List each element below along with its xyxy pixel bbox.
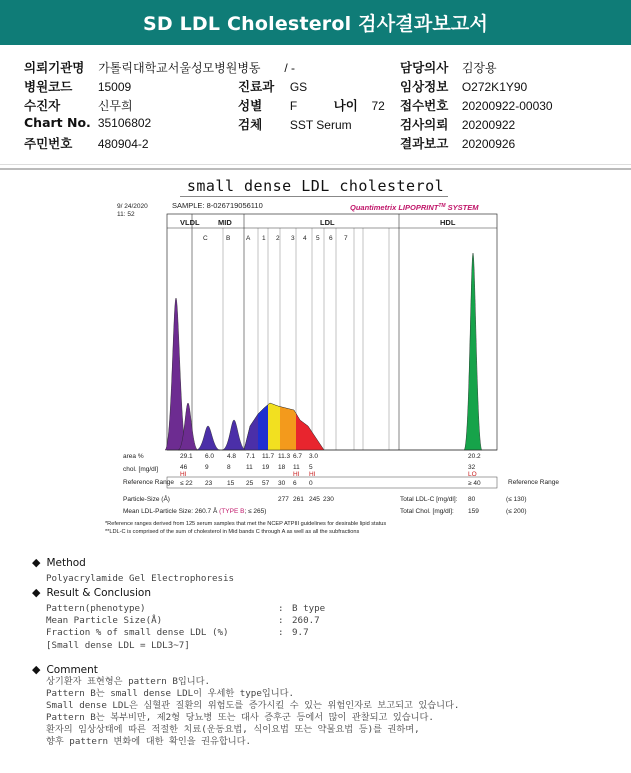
chol-label: chol. [mg/dl]: [123, 466, 159, 473]
patient-row: [24, 96, 133, 114]
area-value: 20.2: [468, 453, 481, 460]
doctor-row: [400, 58, 497, 76]
subfraction-label-5: 5: [316, 235, 320, 242]
particle-size-value: 261: [293, 496, 304, 503]
diamond-bullet-icon: ◆: [32, 586, 41, 599]
ward-value: / -: [284, 61, 296, 75]
method-text: Polyacrylamide Gel Electrophoresis: [46, 573, 235, 584]
reference-value: ≤ 22: [180, 480, 193, 487]
comment-line-4: Pattern B는 복부비만, 제2형 당뇨병 또는 대사 증후군 등에서 많이 관찰되고 있습니다.: [46, 712, 434, 723]
total-ldl-ref: (≤ 130): [506, 496, 527, 503]
result-label-2: Mean Particle Size(Å): [46, 615, 163, 626]
age-label: 나이: [333, 98, 358, 113]
total-ldl-label: Total LDL-C [mg/dl]:: [400, 496, 458, 503]
report-header: [0, 0, 631, 45]
hospital-code-label: 병원코드: [24, 79, 73, 94]
area-value: 3.0: [309, 453, 319, 460]
chol-flag: HI: [309, 471, 316, 478]
mid-c-peak: [196, 426, 220, 450]
area-label: area %: [123, 453, 144, 460]
subfraction-label-C: C: [203, 235, 208, 242]
subfraction-label-3: 3: [291, 235, 295, 242]
comment-heading: [32, 663, 98, 676]
chol-value: 11: [293, 464, 300, 471]
report-label: 결과보고: [400, 136, 449, 151]
doctor-label: 담당의사: [400, 60, 449, 75]
subfraction-label-4: 4: [303, 235, 307, 242]
comment-line-1: 상기환자 표현형은 pattern B입니다.: [46, 676, 211, 687]
chol-value: 19: [262, 464, 270, 471]
chart-no-row: [24, 115, 151, 130]
vldl-peak: [165, 298, 187, 450]
reference-value: 25: [246, 480, 254, 487]
clinical-value: O272K1Y90: [461, 80, 528, 94]
method-heading: [32, 556, 86, 569]
sex-value: F: [289, 99, 298, 113]
id-label: 주민번호: [24, 136, 73, 151]
ldl-segment: [296, 413, 312, 450]
clinical-label: 임상정보: [400, 79, 449, 94]
chart-no-value: 35106802: [97, 116, 152, 130]
report-value: 20200926: [461, 137, 516, 151]
chart-brand: Quantimetrix LIPOPRINT™ SYSTEM: [350, 203, 479, 212]
particle-size-label: Particle-Size (Å): [123, 496, 170, 503]
id-value: 480904-2: [97, 137, 149, 151]
request-value: 20200922: [461, 118, 516, 132]
comment-line-5: 환자의 임상상태에 따른 적절한 치료(운동요법, 식이요법 또는 약물요법 등)를 권하며,: [46, 724, 420, 735]
sex-row: [238, 96, 385, 114]
reference-label-right: Reference Range: [508, 479, 559, 486]
result-label-1: Pattern(phenotype): [46, 603, 146, 614]
result-value-2: 260.7: [292, 615, 320, 626]
row-values: [180, 453, 481, 487]
area-value: 6.7: [293, 453, 303, 460]
specimen-value: SST Serum: [289, 118, 352, 132]
dept-label: 진료과: [238, 79, 275, 94]
diamond-bullet-icon: ◆: [32, 663, 41, 676]
particle-values: [278, 496, 334, 503]
subfraction-label-2: 2: [276, 235, 280, 242]
subfraction-label-B: B: [226, 235, 231, 242]
chol-flag: LO: [468, 471, 477, 478]
chart-title: small dense LDL cholesterol: [186, 177, 445, 195]
hospital-code-value: 15009: [97, 80, 132, 94]
subfraction-label-1: 1: [262, 235, 266, 242]
band-vldl: VLDL: [180, 218, 200, 227]
chol-value: 9: [205, 464, 209, 471]
area-value: 7.1: [246, 453, 256, 460]
specimen-row: [238, 115, 352, 133]
subfraction-labels: [203, 235, 348, 242]
reference-value: 0: [309, 480, 313, 487]
reference-value: 6: [293, 480, 297, 487]
chol-value: 11: [246, 464, 253, 471]
sex-label: 성별: [238, 98, 263, 113]
footnote-1: *Reference ranges derived from 125 serum samples that met the NCEP ATPIII guidelines for desirable lipid status: [105, 521, 387, 527]
subfraction-label-7: 7: [344, 235, 348, 242]
chart-title-underline: [180, 196, 448, 197]
chart-date: 9/ 24/2020: [117, 203, 148, 210]
id-row: [24, 134, 149, 152]
comment-heading-text: Comment: [46, 664, 98, 676]
reference-value: 15: [227, 480, 235, 487]
lipoprint-chart: [100, 198, 559, 538]
chart-no-label: Chart No.: [24, 115, 91, 130]
chol-value: 32: [468, 464, 476, 471]
chol-flag: HI: [180, 471, 187, 478]
reference-label: Reference Range: [123, 479, 174, 486]
comment-line-2: Pattern B는 small dense LDL이 우세한 type입니다.: [46, 688, 295, 699]
area-value: 11.3: [278, 453, 291, 460]
reference-value: 57: [262, 480, 270, 487]
area-value: 6.0: [205, 453, 215, 460]
total-chol-value: 159: [468, 508, 479, 515]
receipt-value: 20200922-00030: [461, 99, 553, 113]
band-mid: MID: [218, 218, 232, 227]
subfraction-label-6: 6: [329, 235, 333, 242]
method-heading-text: Method: [46, 557, 86, 569]
particle-size-value: 245: [309, 496, 320, 503]
receipt-label: 접수번호: [400, 98, 449, 113]
reference-value: ≥ 40: [468, 480, 481, 487]
result-note: [Small dense LDL = LDL3~7]: [46, 640, 190, 651]
dept-row: [238, 77, 307, 95]
receipt-row: [400, 96, 553, 114]
hospital-code-row: [24, 77, 131, 95]
chol-value: 5: [309, 464, 313, 471]
chart-sample: SAMPLE: 8-026719056110: [172, 201, 263, 210]
specimen-label: 검체: [238, 117, 263, 132]
band-ldl: LDL: [320, 218, 335, 227]
chol-value: 46: [180, 464, 188, 471]
electrophoresis-trace: [165, 253, 497, 450]
report-row: [400, 134, 515, 152]
plot-frame: [167, 214, 497, 450]
ldl-segment: [244, 414, 258, 450]
result-value-1: B type: [292, 603, 326, 614]
age-value: 72: [371, 99, 385, 113]
hdl-peak: [464, 253, 482, 450]
institution-label: 의뢰기관명: [24, 60, 85, 75]
total-chol-ref: (≤ 200): [506, 508, 527, 515]
ldl-segment: [258, 405, 268, 450]
patient-name: 신무희: [97, 99, 133, 113]
institution-row: [24, 58, 295, 76]
reference-box: [167, 477, 497, 488]
result-label-3: Fraction % of small dense LDL (%): [46, 627, 229, 638]
area-value: 4.8: [227, 453, 237, 460]
band-hdl: HDL: [440, 218, 456, 227]
chol-value: 8: [227, 464, 231, 471]
clinical-row: [400, 77, 527, 95]
patient-label: 수진자: [24, 98, 61, 113]
result-value-3: 9.7: [292, 627, 309, 638]
request-row: [400, 115, 515, 133]
particle-size-value: 230: [323, 496, 334, 503]
area-value: 29.1: [180, 453, 193, 460]
reference-value: 23: [205, 480, 213, 487]
report-title: SD LDL Cholesterol 검사결과보고서: [142, 13, 489, 35]
particle-size-value: 277: [278, 496, 289, 503]
result-heading-text: Result & Conclusion: [46, 587, 151, 599]
request-label: 검사의뢰: [400, 117, 449, 132]
subfraction-label-A: A: [246, 235, 251, 242]
result-colon-1: :: [278, 603, 284, 614]
patient-info-block: [0, 45, 631, 165]
total-ldl-value: 80: [468, 496, 476, 503]
ldl-segment: [268, 403, 280, 450]
total-chol-label: Total Chol. [mg/dl]:: [400, 508, 454, 515]
doctor-value: 김장용: [461, 61, 497, 75]
area-value: 11.7: [262, 453, 275, 460]
result-colon-2: :: [278, 615, 284, 626]
mid-b-peak: [222, 420, 246, 450]
reference-value: 30: [278, 480, 286, 487]
diamond-bullet-icon: ◆: [32, 556, 41, 569]
mean-ldl-label: Mean LDL-Particle Size: 260.7 Å (TYPE B; ≤ 265): [123, 508, 267, 515]
comment-line-6: 향후 pattern 변화에 대한 확인을 권유합니다.: [46, 736, 252, 747]
footnote-2: **LDL-C is comprised of the sum of cholesterol in Mid bands C through A as well as all the subfractions: [105, 529, 360, 535]
comment-line-3: Small dense LDL은 심혈관 질환의 위험도를 증가시킬 수 있는 위험인자로 보고되고 있습니다.: [46, 700, 460, 711]
result-heading: [32, 586, 151, 599]
result-colon-3: :: [278, 627, 284, 638]
chart-time: 11: 52: [117, 211, 135, 218]
ldl-segment: [280, 407, 296, 451]
chol-flag: HI: [293, 471, 300, 478]
institution-value: 가톨릭대학교서울성모병원병동: [98, 61, 261, 75]
dept-value: GS: [289, 80, 308, 94]
chol-value: 18: [278, 464, 286, 471]
